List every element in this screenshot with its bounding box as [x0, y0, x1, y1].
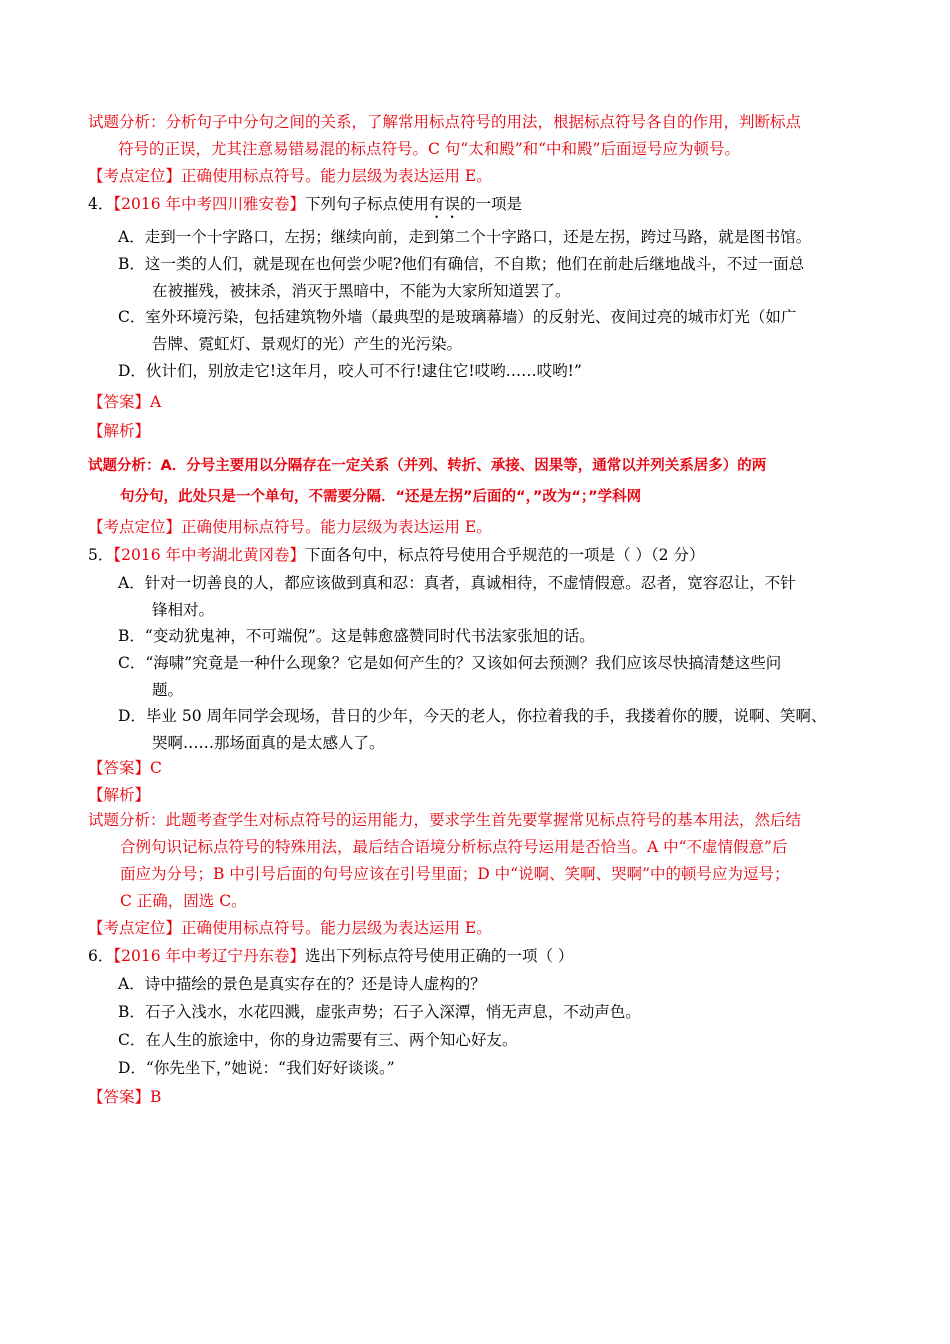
q3-kaodian: 【考点定位】正确使用标点符号。能力层级为表达运用 E。 [88, 167, 492, 185]
q5-number: 5． [88, 546, 114, 564]
q4-analysis-line-2: 句分句，此处只是一个单句，不需要分隔．“还是左拐”后面的“，”改为“；”学科网 [120, 489, 642, 505]
q5-option-b: B．“变动犹鬼神，不可端倪”。这是韩愈盛赞同时代书法家张旭的话。 [118, 627, 595, 645]
q6-option-c: C．在人生的旅途中，你的身边需要有三、两个知心好友。 [118, 1031, 518, 1049]
q4-stem-part-a: 下列句子标点使用 [305, 195, 430, 213]
q6-stem-text: 选出下列标点符号使用正确的一项（ ） [305, 947, 574, 965]
q5-analysis-line-1: 试题分析：此题考查学生对标点符号的运用能力，要求学生首先要掌握常见标点符号的基本用法，然后结 [88, 811, 802, 829]
q5-answer: 【答案】C [88, 759, 162, 777]
q4-kaodian: 【考点定位】正确使用标点符号。能力层级为表达运用 E。 [88, 518, 492, 536]
q4-option-c-line-1: C．室外环境污染，包括建筑物外墙（最典型的是玻璃幕墙）的反射光、夜间过亮的城市灯光（如广 [118, 308, 797, 326]
q5-option-d-line-1: D．毕业 50 周年同学会现场，昔日的少年，今天的老人，你拉着我的手，我搂着你的腰，说啊、笑啊、 [118, 707, 827, 725]
q4-stem [88, 194, 522, 222]
q5-source: 【2016 年中考湖北黄冈卷】 [113, 546, 305, 564]
q6-number: 6． [88, 947, 114, 965]
q4-option-a: A．走到一个十字路口，左拐；继续向前，走到第二个十字路口，还是左拐，跨过马路，就是图书馆。 [118, 228, 812, 246]
q5-option-c-line-2: 题。 [152, 681, 184, 699]
q4-jiexi-heading: 【解析】 [88, 422, 151, 440]
q5-analysis-line-2: 合例句识记标点符号的特殊用法，最后结合语境分析标点符号运用是否恰当。A 中“不虚情假意”后 [120, 838, 788, 856]
q4-number: 4． [88, 195, 114, 213]
q4-option-c-line-2: 告牌、霓虹灯、景观灯的光）产生的光污染。 [152, 335, 463, 353]
q4-option-b-line-2: 在被摧残，被抹杀，消灭于黑暗中，不能为大家所知道罢了。 [152, 282, 571, 300]
q3-analysis-line-2: 符号的正误，尤其注意易错易混的标点符号。C 句“太和殿”和“中和殿”后面逗号应为顿号。 [118, 140, 740, 158]
q6-option-d: D．“你先坐下，”她说：“我们好好谈谈。” [118, 1059, 395, 1077]
q4-option-d: D．伙计们，别放走它!这年月，咬人可不行!逮住它!哎哟……哎哟!” [118, 362, 582, 380]
q4-source: 【2016 年中考四川雅安卷】 [113, 195, 305, 213]
q6-option-b: B．石子入浅水，水花四溅，虚张声势；石子入深潭，悄无声息，不动声色。 [118, 1003, 641, 1021]
q5-jiexi-heading: 【解析】 [88, 786, 151, 804]
q6-stem [88, 946, 573, 966]
q5-option-d-line-2: 哭啊……那场面真的是太感人了。 [152, 734, 385, 752]
q4-stem-part-c: 的一项是 [460, 195, 523, 213]
q5-analysis-line-3: 面应为分号；B 中引号后面的句号应该在引号里面；D 中“说啊、笑啊、哭啊”中的顿号应为逗号； [120, 865, 790, 883]
q5-kaodian: 【考点定位】正确使用标点符号。能力层级为表达运用 E。 [88, 919, 492, 937]
q6-answer: 【答案】B [88, 1088, 162, 1106]
q4-analysis-line-1: 试题分析：A．分号主要用以分隔存在一定关系（并列、转折、承接、因果等，通常以并列关系居多）的两 [88, 458, 767, 474]
q6-option-a: A．诗中描绘的景色是真实存在的？还是诗人虚构的？ [118, 975, 486, 993]
q6-source: 【2016 年中考辽宁丹东卷】 [113, 947, 305, 965]
q5-option-a-line-2: 锋相对。 [152, 601, 215, 619]
q3-analysis-line-1: 试题分析：分析句子中分句之间的关系，了解常用标点符号的用法，根据标点符号各自的作用，判断标点 [88, 113, 802, 131]
q5-analysis-line-4: C 正确，固选 C。 [120, 892, 247, 910]
q4-option-b-line-1: B．这一类的人们，就是现在也何尝少呢?他们有确信，不自欺；他们在前赴后继地战斗，不过一面总 [118, 255, 805, 273]
q4-answer: 【答案】A [88, 393, 162, 411]
q5-stem-text: 下面各句中，标点符号使用合乎规范的一项是（ ）（2 分） [305, 546, 705, 564]
q5-stem [88, 545, 704, 565]
q5-option-a-line-1: A．针对一切善良的人，都应该做到真和忍：真者，真诚相待，不虚情假意。忍者，宽容忍让，不针 [118, 574, 796, 592]
q5-option-c-line-1: C．“海啸”究竟是一种什么现象？它是如何产生的？又该如何去预测？我们应该尽快搞清楚这些问 [118, 654, 782, 672]
q4-stem-emphasis: 有误 [429, 195, 461, 213]
